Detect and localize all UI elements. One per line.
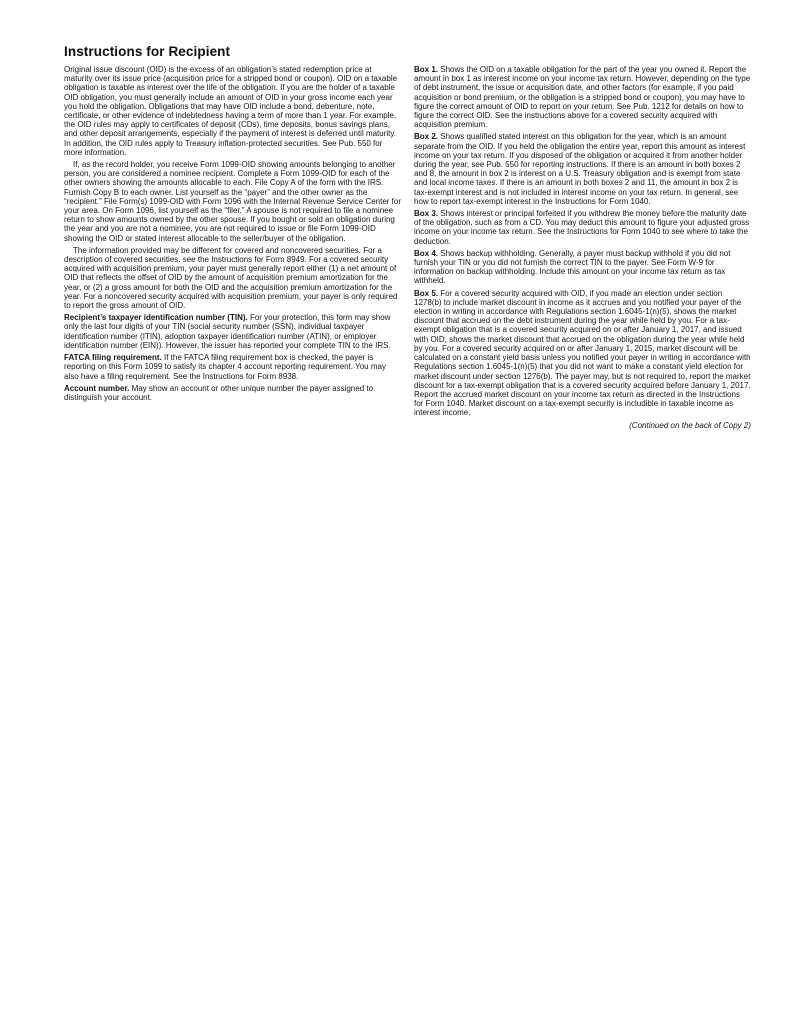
paragraph-text: May show an account or other unique number the payer assigned to distinguish your account. bbox=[64, 383, 374, 402]
paragraph-box-5 bbox=[414, 289, 751, 418]
paragraph-recipient-tin bbox=[64, 313, 401, 350]
paragraph-lead: Box 4. bbox=[414, 248, 439, 258]
paragraph-lead: Account number. bbox=[64, 383, 130, 393]
paragraph-lead: Recipient’s taxpayer identification number (TIN). bbox=[64, 313, 248, 323]
paragraph-text: Original issue discount (OID) is the excess of an obligation’s stated redemption price at maturity over its issue price (acquisition price for a stripped bond or coupon). OID on a taxable obligation is taxable as interest over the life of the obligation. If you are the holder of a taxable OID obligation, you must generally include an amount of OID in your gross income each year you hold the obligation. Obligations that may have OID include a bond, debenture, note, certificate, or other evidence of indebtedness having a term of more than 1 year. For example, the OID rules may apply to certificates of deposit (CDs), time deposits, bonus savings plans, and other deposit arrangements, especially if the payment of interest is deferred until maturity. In addition, the OID rules apply to Treasury inflation-protected securities. See Pub. 550 for more information. bbox=[64, 65, 398, 157]
paragraph-fatca-requirement bbox=[64, 353, 401, 381]
left-column bbox=[64, 65, 401, 430]
paragraph-text: The information provided may be different for covered and noncovered securities. For a description of covered securities, see the Instructions for Form 8949. For a covered security acquired with acquisition premium, your payer must generally report either (1) a net amount of OID that reflects the offset of OID by the amount of acquisition premium amortization for the year, or (2) a gross amount for both the OID and the acquisition premium amortization for the year. For a noncovered security acquired with acquisition premium, your payer is only required to report the gross amount of OID. bbox=[64, 245, 398, 311]
paragraph-oid-intro bbox=[64, 65, 401, 157]
paragraph-box-2 bbox=[414, 132, 751, 206]
paragraph-lead: Box 5. bbox=[414, 288, 439, 298]
paragraph-lead: Box 3. bbox=[414, 209, 439, 219]
paragraph-text: If the FATCA filing requirement box is checked, the payer is reporting on this Form 1099 to satisfy its chapter 4 account reporting requirement. You may also have a filing requirement. See the Instructions for Form 8938. bbox=[64, 353, 386, 381]
paragraph-text: Shows the OID on a taxable obligation for the part of the year you owned it. Report the amount in box 1 as interest income on your income tax return. However, depending on the type of debt instrument, the issue or acquisition date, and other factors (for example, if you paid acquisition or bond premium, or the obligation is a stripped bond or coupon), you may have to figure the correct amount of OID to report on your return. See Pub. 1212 for details on how to figure the correct OID. See the instructions above for a covered security acquired with acquisition premium. bbox=[414, 65, 751, 130]
paragraph-text: If, as the record holder, you receive Form 1099-OID showing amounts belonging to another person, you are considered a nominee recipient. Complete a Form 1099-OID for each of the other owners showing the amounts allocable to each. File Copy A of the form with the IRS. Furnish Copy B to each owner. List yourself as the “payer” and the other owner as the “recipient.” File Form(s) 1099-OID with Form 1096 with the Internal Revenue Service Center for your area. On Form 1096, list yourself as the “filer.” A spouse is not required to file a nominee return to show amounts owned by the other spouse. If you bought or sold an obligation during the year and you are not a nominee, you are not required to issue or file Form 1099-OID showing the OID or stated interest allocable to the seller/buyer of the obligation. bbox=[64, 160, 402, 243]
continued-note: (Continued on the back of Copy 2) bbox=[629, 420, 751, 430]
paragraph-text: Shows qualified stated interest on this obligation for the year, which is an amount separate from the OID. If you held the obligation the entire year, report this amount as interest income on your tax return. If you disposed of the obligation or acquired it from another holder during the year, see Pub. 550 for reporting instructions. If there is an amount in both boxes 2 and 8, the amount in box 2 is interest on a U.S. Treasury obligation and is exempt from state and local income taxes. If there is an amount in both boxes 2 and 11, the amount in box 2 is tax-exempt interest and is not included in interest income on your tax return. In general, see how to report tax-exempt interest in the Instructions for Form 1040. bbox=[414, 132, 746, 206]
paragraph-text: For a covered security acquired with OID, if you made an election under section 1278(b) to include market discount in income as it accrues and you notified your payer of the election in writing in accordance with Regulations section 1.6045-1(n)(5), shows the market discount that accrued on the debt instrument during the year while held by you. For a tax-exempt obligation that is a covered security acquired on or after January 1, 2017, and issued with OID, shows the market discount that accrued on the obligation during the year while held by you. For a covered security acquired on or after January 1, 2015, market discount will be calculated on a constant yield basis unless you notified your payer in writing in accordance with Regulations section 1.6045-1(n)(5) that you did not want to make a constant yield election for market discount under section 1276(b). The payer may, but is not required to, report the market discount for a tax-exempt obligation that is a covered security acquired before January 1, 2017. Report the accrued market discount on your income tax return as directed in the Instructions for Form 1040. Market discount on a tax-exempt security is includible in taxable income as interest income. bbox=[414, 288, 751, 418]
paragraph-lead: FATCA filing requirement. bbox=[64, 353, 162, 363]
paragraph-covered-securities bbox=[64, 246, 401, 310]
paragraph-box-4 bbox=[414, 249, 751, 286]
paragraph-box-1 bbox=[414, 65, 751, 129]
paragraph-text: Shows backup withholding. Generally, a payer must backup withhold if you did not furnish your TIN or you did not furnish the correct TIN to the payer. See Form W-9 for information on backup withholding. Include this amount on your income tax return as tax withheld. bbox=[414, 248, 731, 286]
paragraph-account-number bbox=[64, 384, 401, 402]
paragraph-lead: Box 1. bbox=[414, 65, 439, 74]
right-column bbox=[414, 65, 751, 430]
page-title: Instructions for Recipient bbox=[64, 44, 231, 59]
paragraph-text: For your protection, this form may show only the last four digits of your TIN (social security number (SSN), individual taxpayer identification number (ITIN), adoption taxpayer identification number (ATIN), or employer identification number (EIN)). However, the issuer has reported your complete TIN to the IRS. bbox=[64, 313, 391, 350]
paragraph-nominee-recipient bbox=[64, 160, 401, 243]
paragraph-lead: Box 2. bbox=[414, 132, 439, 142]
paragraph-box-3 bbox=[414, 209, 751, 246]
two-column-layout bbox=[64, 65, 751, 430]
paragraph-text: Shows interest or principal forfeited if you withdrew the money before the maturity date of the obligation, such as from a CD. You may deduct this amount to figure your adjusted gross income on your income tax return. See the Instructions for Form 1040 to see where to take the deduction. bbox=[414, 209, 750, 246]
